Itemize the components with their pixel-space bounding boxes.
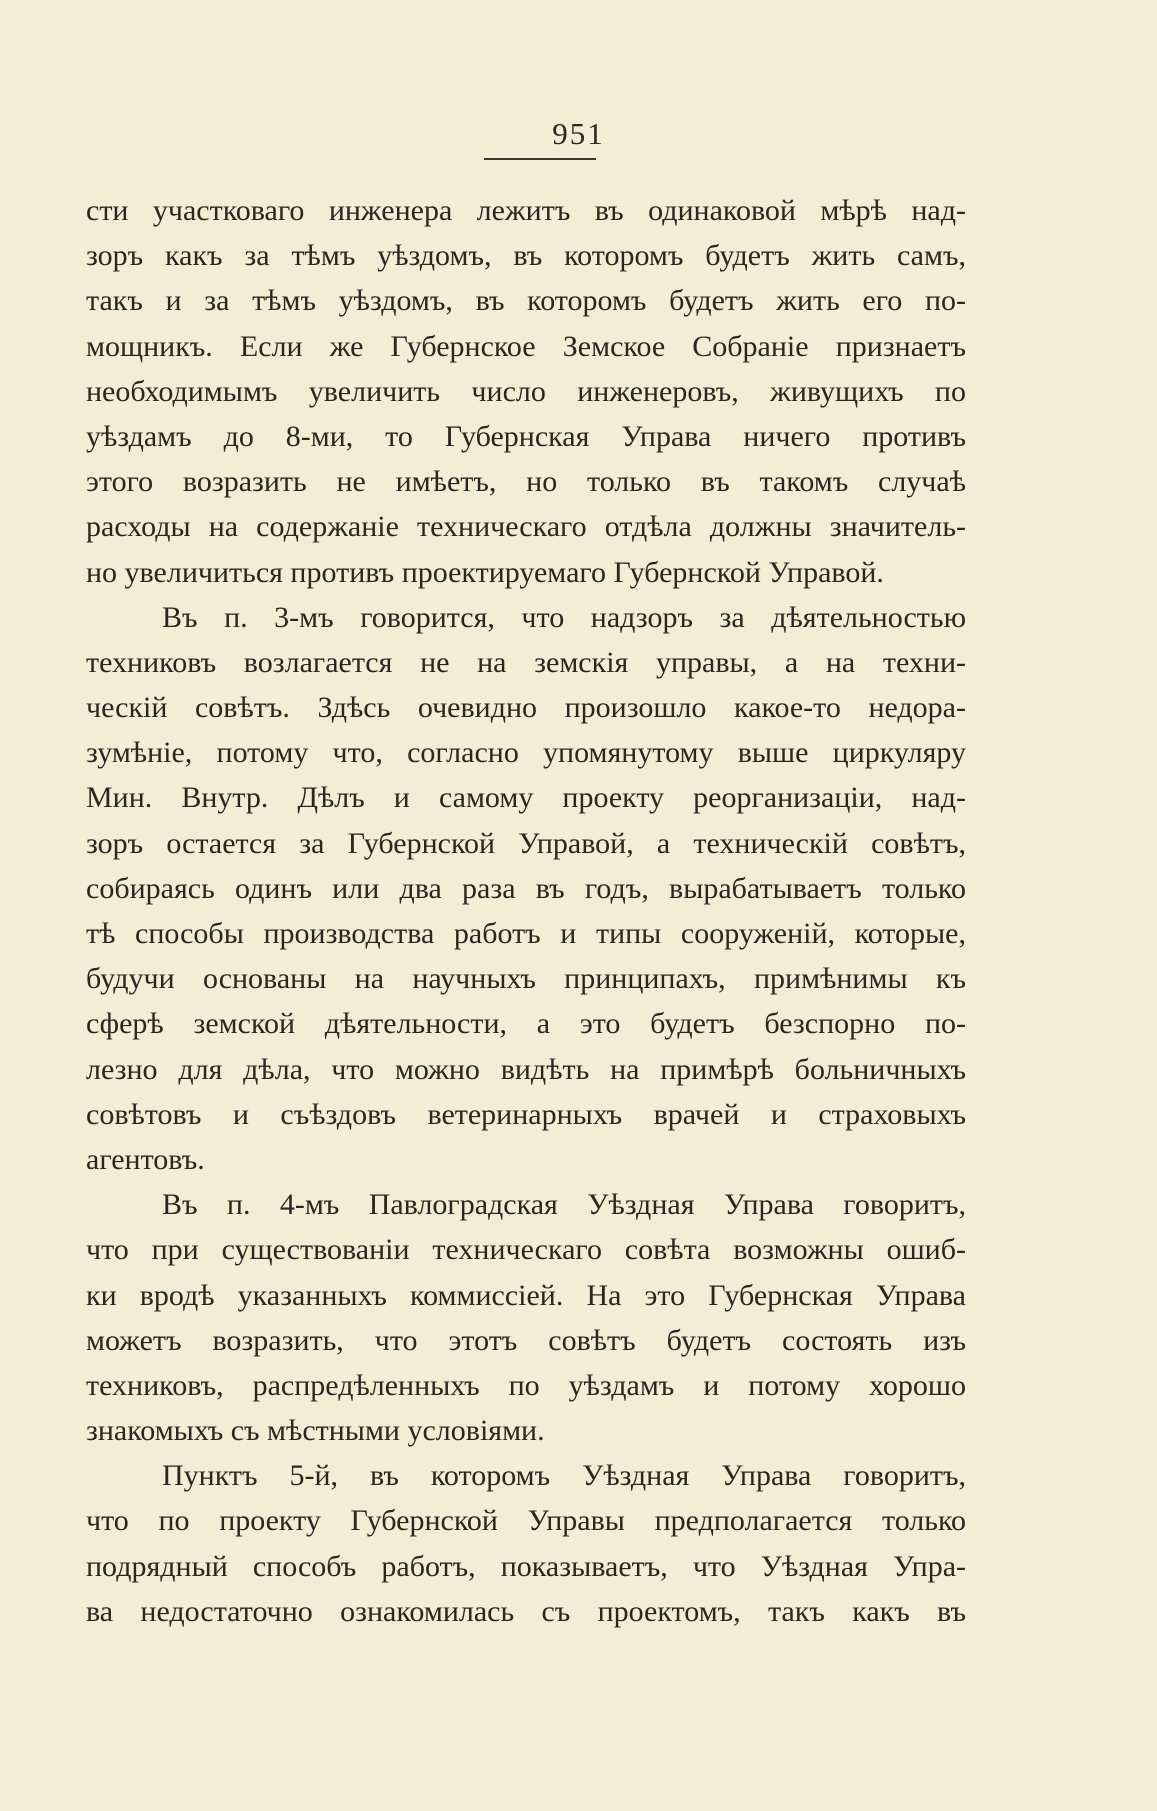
- text-line: сти участковаго инженера лежитъ въ одинаковой мѣрѣ над-: [86, 194, 966, 227]
- text-line: Мин. Внутр. Дѣлъ и самому проекту реорганизаціи, над-: [86, 781, 966, 815]
- text-line: собираясь одинъ или два раза въ годъ, вырабатываетъ только: [86, 871, 966, 905]
- text-line: но увеличиться противъ проектируемаго Губернской Управой.: [86, 555, 884, 589]
- text-line: расходы на содержаніе техническаго отдѣла должны значитель-: [86, 510, 966, 544]
- text-line: Пунктъ 5-й, въ которомъ Уѣздная Управа говоритъ,: [162, 1459, 966, 1493]
- text-line: техниковъ, распредѣленныхъ по уѣздамъ и потому хорошо: [86, 1368, 966, 1402]
- text-line: зумѣніе, потому что, согласно упомянутому выше циркуляру: [86, 736, 966, 770]
- text-line: лезно для дѣла, что можно видѣть на примѣрѣ больничныхъ: [86, 1052, 966, 1086]
- page-number-rule: [484, 158, 596, 160]
- text-line: ки вродѣ указанныхъ коммиссіей. На это Губернская Управа: [86, 1278, 966, 1312]
- text-line: знакомыхъ съ мѣстными условіями.: [86, 1414, 545, 1448]
- text-line: техниковъ возлагается не на земскія управы, а на техни-: [86, 645, 966, 679]
- text-line: Въ п. 3-мъ говорится, что надзоръ за дѣятельностью: [162, 600, 966, 634]
- text-line: ческій совѣтъ. Здѣсь очевидно произошло какое-то недора-: [86, 691, 966, 725]
- text-line: агентовъ.: [86, 1142, 205, 1176]
- text-line: ва недостаточно ознакомилась съ проектомъ, такъ какъ въ: [86, 1594, 966, 1628]
- text-line: зоръ какъ за тѣмъ уѣздомъ, въ которомъ будетъ жить самъ,: [86, 239, 966, 273]
- body-text: [86, 188, 966, 1634]
- text-line: необходимымъ увеличить число инженеровъ, живущихъ по: [86, 374, 966, 408]
- text-line: сферѣ земской дѣятельности, а это будетъ безспорно по-: [86, 1007, 966, 1041]
- text-line: тѣ способы производства работъ и типы сооруженій, которые,: [86, 917, 966, 950]
- text-line: уѣздамъ до 8-ми, то Губернская Управа ничего противъ: [86, 419, 966, 453]
- text-line: этого возразить не имѣетъ, но только въ такомъ случаѣ: [86, 465, 966, 499]
- text-line: такъ и за тѣмъ уѣздомъ, въ которомъ будетъ жить его по-: [86, 284, 966, 318]
- text-line: можетъ возразить, что этотъ совѣтъ будетъ состоять изъ: [86, 1323, 966, 1357]
- text-line: мощникъ. Если же Губернское Земское Собраніе признаетъ: [86, 329, 966, 363]
- text-line: что при существованіи техническаго совѣта возможны ошиб-: [86, 1233, 966, 1267]
- text-line: что по проекту Губернской Управы предполагается только: [86, 1504, 966, 1538]
- page-number: 951: [552, 116, 605, 151]
- text-line: зоръ остается за Губернской Управой, а техническій совѣтъ,: [86, 826, 966, 860]
- text-line: совѣтовъ и съѣздовъ ветеринарныхъ врачей и страховыхъ: [86, 1097, 966, 1131]
- text-line: Въ п. 4-мъ Павлоградская Уѣздная Управа говоритъ,: [162, 1188, 966, 1222]
- text-line: будучи основаны на научныхъ принципахъ, примѣнимы къ: [86, 962, 966, 996]
- text-line: подрядный способъ работъ, показываетъ, что Уѣздная Упра-: [86, 1549, 966, 1583]
